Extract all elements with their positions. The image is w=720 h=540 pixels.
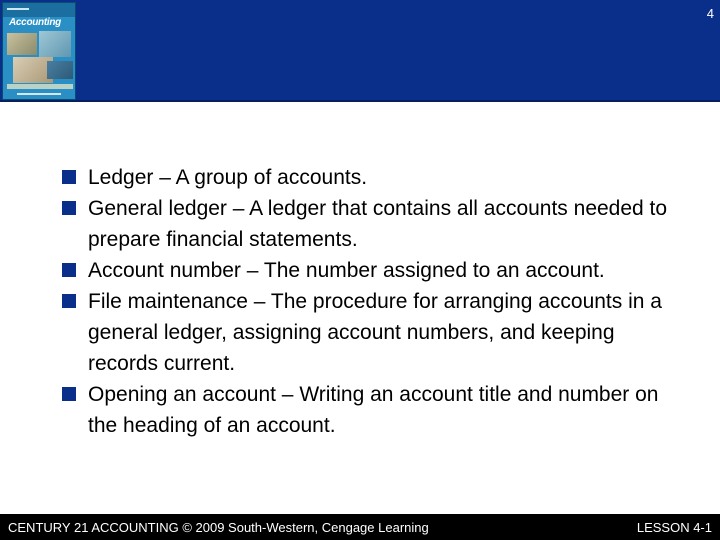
cover-top-strip xyxy=(3,3,75,17)
square-bullet-icon xyxy=(62,387,76,401)
square-bullet-icon xyxy=(62,201,76,215)
book-cover-image xyxy=(2,2,76,100)
copyright-text: CENTURY 21 ACCOUNTING © 2009 South-Western, Cengage Learning xyxy=(8,520,429,535)
header-band xyxy=(0,0,720,102)
list-item-text: Ledger – A group of accounts. xyxy=(88,166,368,189)
list-item xyxy=(62,162,682,193)
cover-decoration xyxy=(7,84,73,89)
cover-photo xyxy=(39,31,71,57)
list-item xyxy=(62,286,682,379)
definition-list xyxy=(62,162,682,441)
slide-number: 4 xyxy=(706,6,714,21)
cover-photo xyxy=(7,33,37,55)
lesson-label: LESSON 4-1 xyxy=(636,520,712,535)
square-bullet-icon xyxy=(62,263,76,277)
cover-title: Accounting xyxy=(9,17,61,28)
list-item xyxy=(62,193,682,255)
list-item-text: Account number – The number assigned to an account. xyxy=(88,259,605,282)
list-item-text: File maintenance – The procedure for arranging accounts in a general ledger, assigning account numbers, and keeping records current. xyxy=(88,290,662,375)
square-bullet-icon xyxy=(62,294,76,308)
cover-decoration xyxy=(7,8,29,10)
cover-decoration xyxy=(17,93,61,95)
square-bullet-icon xyxy=(62,170,76,184)
cover-photo xyxy=(47,61,73,79)
list-item-text: Opening an account – Writing an account title and number on the heading of an account. xyxy=(88,383,659,437)
list-item xyxy=(62,379,682,441)
footer-band xyxy=(0,514,720,540)
list-item xyxy=(62,255,682,286)
list-item-text: General ledger – A ledger that contains all accounts needed to prepare financial statements. xyxy=(88,197,668,251)
